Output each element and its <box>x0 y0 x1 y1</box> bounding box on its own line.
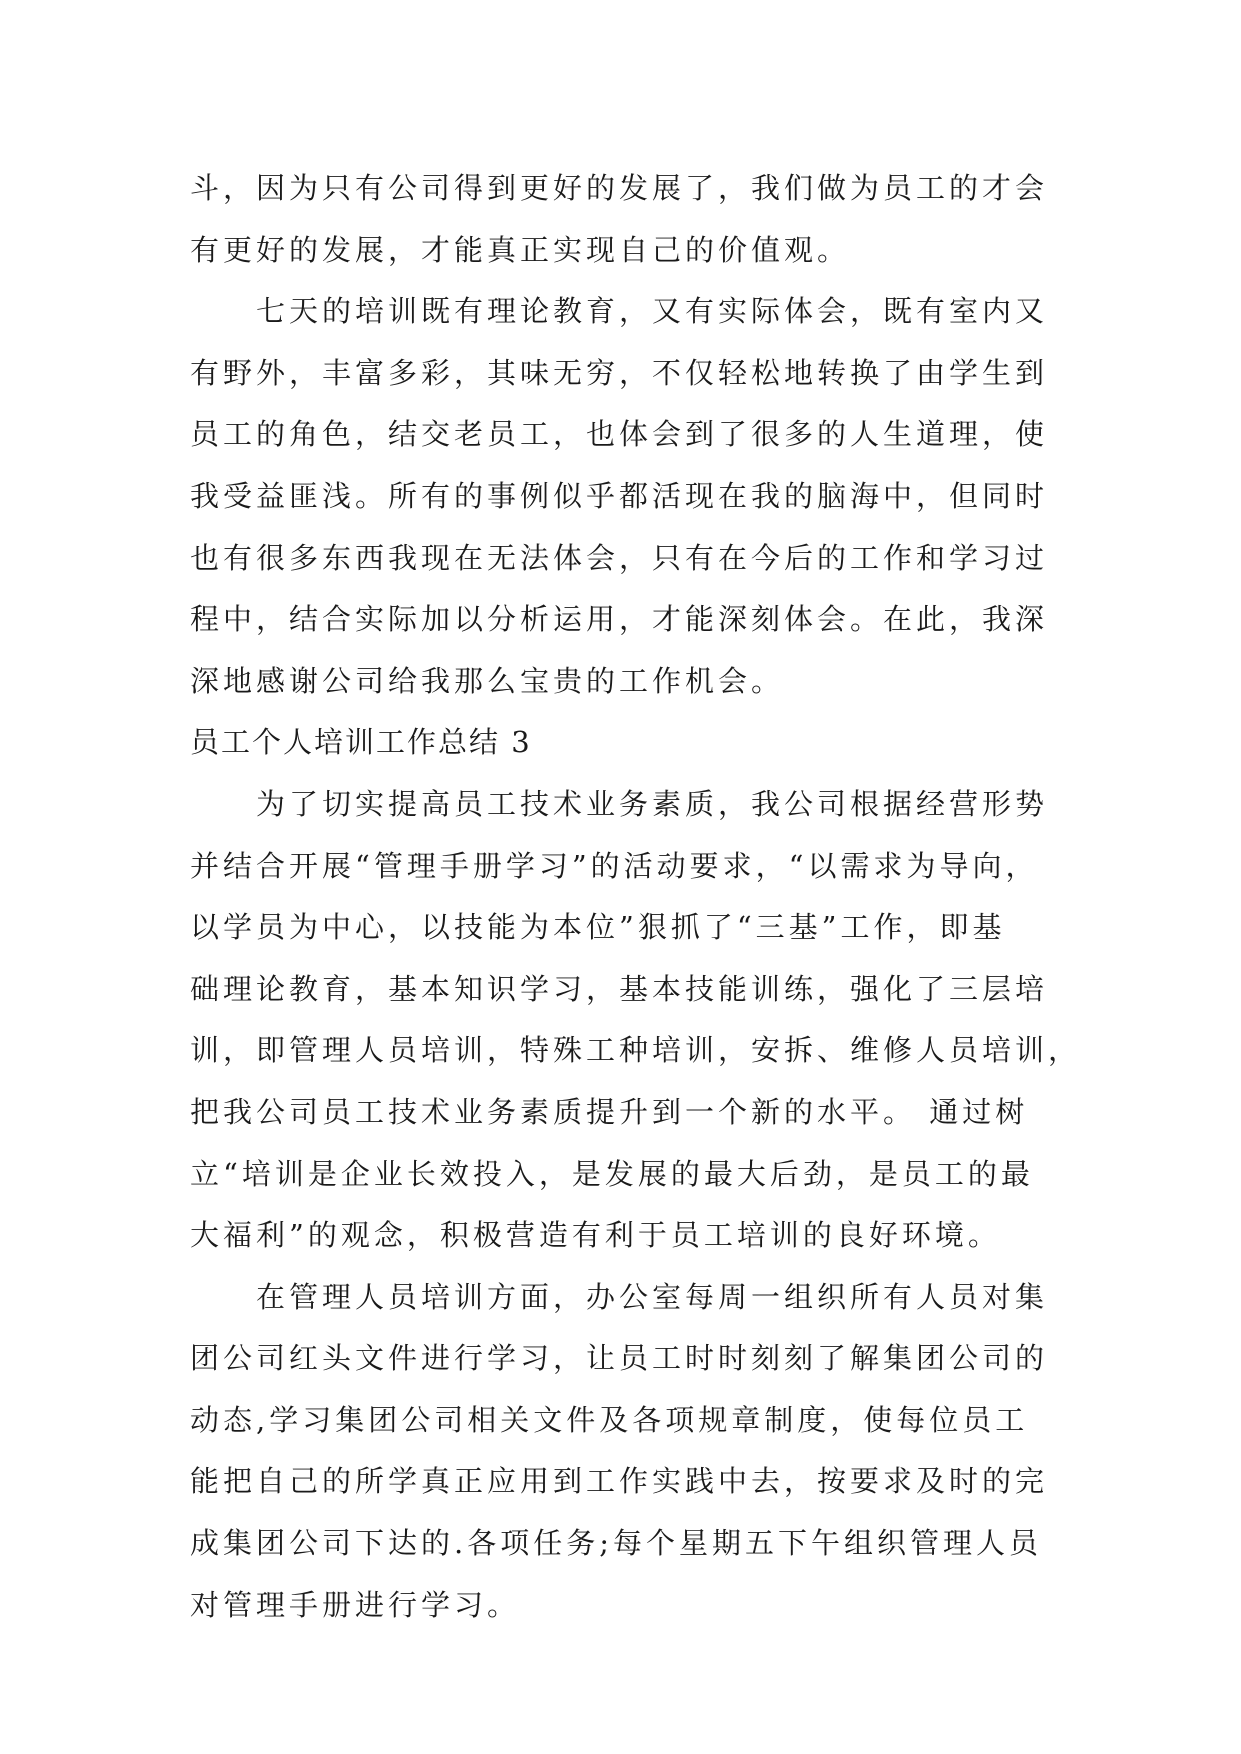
text-line: 以学员为中心，以技能为本位”狠抓了“三基”工作，即基 <box>190 910 1006 945</box>
text-line: 斗，因为只有公司得到更好的发展了，我们做为员工的才会 <box>190 171 1049 205</box>
paragraph-start-line: 七天的培训既有理论教育，又有实际体会，既有室内又 <box>256 294 1049 329</box>
text-line: 有更好的发展，才能真正实现自己的价值观。 <box>190 232 851 267</box>
text-line: 员工的角色，结交老员工，也体会到了很多的人生道理，使 <box>190 417 1049 452</box>
paragraph-start-line: 为了切实提高员工技术业务素质，我公司根据经营形势 <box>256 786 1049 821</box>
text-line: 动态,学习集团公司相关文件及各项规章制度，使每位员工 <box>190 1402 1029 1437</box>
text-line: 把我公司员工技术业务素质提升到一个新的水平。 通过树 <box>190 1094 1029 1129</box>
document-body <box>190 158 1082 1636</box>
text-line: 成集团公司下达的.各项任务;每个星期五下午组织管理人员 <box>190 1526 1042 1561</box>
text-line: 也有很多东西我现在无法体会，只有在今后的工作和学习过 <box>190 540 1049 575</box>
section-heading: 员工个人培训工作总结 3 <box>190 725 532 760</box>
text-line: 础理论教育，基本知识学习，基本技能训练，强化了三层培 <box>190 971 1049 1006</box>
text-line: 团公司红头文件进行学习，让员工时时刻刻了解集团公司的 <box>190 1341 1049 1376</box>
text-line: 训，即管理人员培训，特殊工种培训，安拆、维修人员培训， <box>190 1033 1082 1068</box>
text-line: 大福利”的观念，积极营造有利于员工培训的良好环境。 <box>190 1218 1001 1253</box>
text-line: 我受益匪浅。所有的事例似乎都活现在我的脑海中，但同时 <box>190 478 1049 513</box>
text-line: 程中，结合实际加以分析运用，才能深刻体会。在此，我深 <box>190 602 1049 637</box>
text-line: 有野外，丰富多彩，其味无穷，不仅轻松地转换了由学生到 <box>190 355 1049 390</box>
text-line: 对管理手册进行学习。 <box>190 1587 521 1622</box>
text-line: 能把自己的所学真正应用到工作实践中去，按要求及时的完 <box>190 1464 1049 1499</box>
text-line: 深地感谢公司给我那么宝贵的工作机会。 <box>190 663 785 698</box>
text-line: 立“培训是企业长效投入，是发展的最大后劲，是员工的最 <box>190 1156 1034 1191</box>
text-line: 并结合开展“管理手册学习”的活动要求，“以需求为导向， <box>190 848 1039 883</box>
paragraph-start-line: 在管理人员培训方面，办公室每周一组织所有人员对集 <box>256 1279 1049 1314</box>
